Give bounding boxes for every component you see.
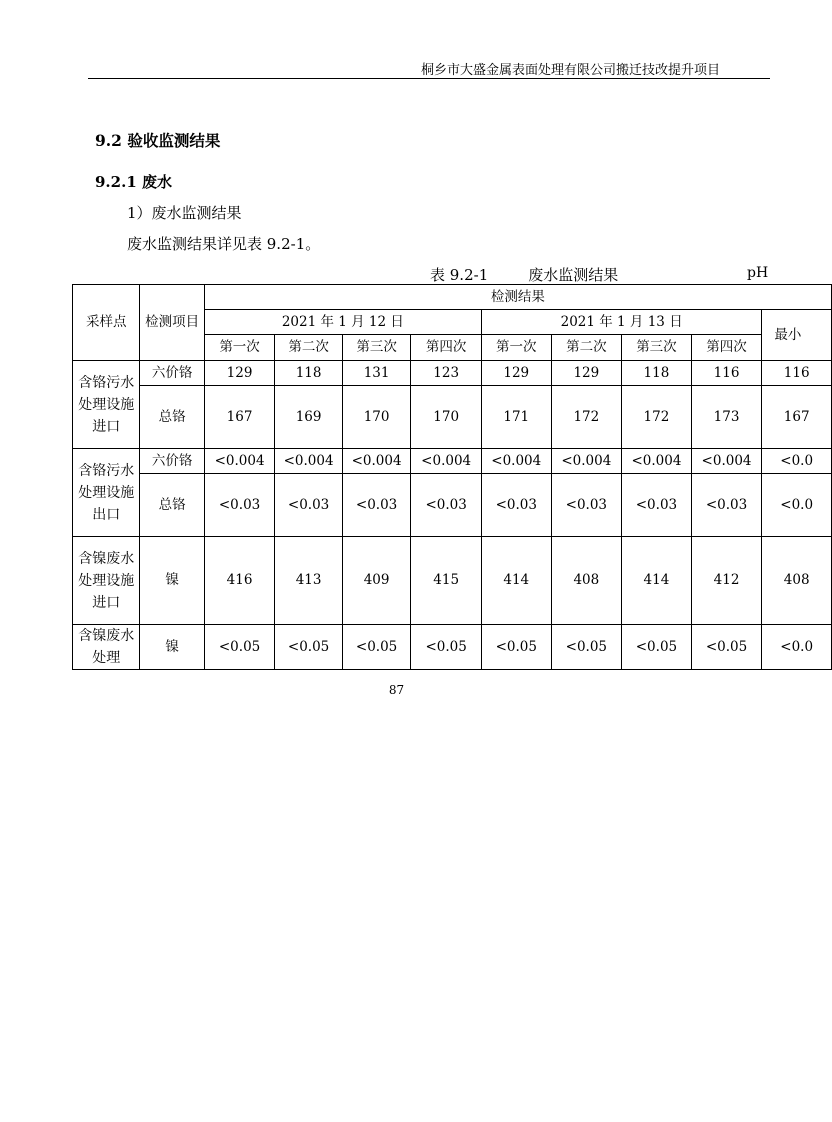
value-cell: 169 <box>275 386 342 449</box>
value-cell: 129 <box>481 361 551 386</box>
value-cell: <0.05 <box>551 625 622 670</box>
value-cell: 167 <box>204 386 275 449</box>
min-cell: <0.0 <box>762 625 832 670</box>
site-cell: 含铬污水处理设施进口 <box>73 361 140 449</box>
value-cell: 171 <box>481 386 551 449</box>
value-cell: 129 <box>204 361 275 386</box>
header-date-1: 2021 年 1 月 12 日 <box>204 310 481 335</box>
site-cell: 含镍废水处理设施进口 <box>73 537 140 625</box>
value-cell: <0.03 <box>275 474 342 537</box>
table-row <box>73 449 832 474</box>
value-cell: 412 <box>691 537 762 625</box>
value-cell: <0.004 <box>275 449 342 474</box>
header-time: 第二次 <box>551 335 622 361</box>
value-cell: <0.004 <box>622 449 692 474</box>
value-cell: 116 <box>691 361 762 386</box>
paragraph-wastewater-ref: 废水监测结果详见表 9.2-1。 <box>127 235 321 253</box>
value-cell: 173 <box>691 386 762 449</box>
value-cell: <0.05 <box>204 625 275 670</box>
header-time: 第四次 <box>411 335 482 361</box>
page-number: 87 <box>388 683 405 697</box>
header-time: 第二次 <box>275 335 342 361</box>
value-cell: <0.03 <box>204 474 275 537</box>
site-cell: 含铬污水处理设施出口 <box>73 449 140 537</box>
value-cell: <0.03 <box>691 474 762 537</box>
value-cell: <0.03 <box>411 474 482 537</box>
value-cell: 414 <box>622 537 692 625</box>
value-cell: <0.03 <box>342 474 411 537</box>
value-cell: 414 <box>481 537 551 625</box>
item-cell: 六价铬 <box>140 449 204 474</box>
value-cell: <0.05 <box>691 625 762 670</box>
results-table-container <box>72 284 814 684</box>
table-caption <box>430 264 618 285</box>
value-cell: 415 <box>411 537 482 625</box>
value-cell: <0.004 <box>411 449 482 474</box>
table-caption-number: 表 9.2-1 <box>430 266 489 284</box>
value-cell: <0.03 <box>551 474 622 537</box>
min-cell: 408 <box>762 537 832 625</box>
min-cell: <0.0 <box>762 449 832 474</box>
table-row <box>73 386 832 449</box>
header-item: 检测项目 <box>140 285 204 361</box>
site-cell: 含镍废水处理 <box>73 625 140 670</box>
value-cell: 409 <box>342 537 411 625</box>
item-cell: 镍 <box>140 625 204 670</box>
value-cell: <0.05 <box>342 625 411 670</box>
header-min: 最小 <box>762 310 832 361</box>
value-cell: <0.05 <box>481 625 551 670</box>
value-cell: 123 <box>411 361 482 386</box>
header-time: 第三次 <box>342 335 411 361</box>
value-cell: 416 <box>204 537 275 625</box>
header-site: 采样点 <box>73 285 140 361</box>
value-cell: 170 <box>342 386 411 449</box>
value-cell: <0.05 <box>275 625 342 670</box>
header-divider <box>88 78 770 79</box>
subsection-heading: 9.2.1 废水 <box>95 173 172 191</box>
page-header-title: 桐乡市大盛金属表面处理有限公司搬迁技改提升项目 <box>420 63 720 78</box>
header-date-2: 2021 年 1 月 13 日 <box>481 310 761 335</box>
header-time: 第三次 <box>622 335 692 361</box>
value-cell: <0.05 <box>411 625 482 670</box>
value-cell: <0.05 <box>622 625 692 670</box>
value-cell: 131 <box>342 361 411 386</box>
table-unit-fragment: pH <box>747 265 769 281</box>
value-cell: 118 <box>622 361 692 386</box>
table-row <box>73 361 832 386</box>
item-cell: 总铬 <box>140 386 204 449</box>
item-cell: 镍 <box>140 537 204 625</box>
value-cell: 118 <box>275 361 342 386</box>
value-cell: 172 <box>622 386 692 449</box>
table-row <box>73 474 832 537</box>
value-cell: <0.004 <box>691 449 762 474</box>
value-cell: 413 <box>275 537 342 625</box>
header-time: 第一次 <box>204 335 275 361</box>
results-table <box>72 284 832 670</box>
table-row <box>73 625 832 670</box>
min-cell: <0.0 <box>762 474 832 537</box>
table-row <box>73 537 832 625</box>
value-cell: 170 <box>411 386 482 449</box>
value-cell: <0.03 <box>622 474 692 537</box>
value-cell: <0.004 <box>204 449 275 474</box>
value-cell: <0.004 <box>551 449 622 474</box>
table-caption-title: 废水监测结果 <box>528 266 619 284</box>
paragraph-wastewater-title: 1）废水监测结果 <box>127 204 242 222</box>
value-cell: 129 <box>551 361 622 386</box>
min-cell: 116 <box>762 361 832 386</box>
item-cell: 总铬 <box>140 474 204 537</box>
item-cell: 六价铬 <box>140 361 204 386</box>
value-cell: 408 <box>551 537 622 625</box>
section-heading: 9.2 验收监测结果 <box>95 131 221 150</box>
value-cell: <0.004 <box>481 449 551 474</box>
value-cell: <0.03 <box>481 474 551 537</box>
header-results: 检测结果 <box>204 285 831 310</box>
value-cell: 172 <box>551 386 622 449</box>
value-cell: <0.004 <box>342 449 411 474</box>
header-time: 第四次 <box>691 335 762 361</box>
min-cell: 167 <box>762 386 832 449</box>
header-time: 第一次 <box>481 335 551 361</box>
